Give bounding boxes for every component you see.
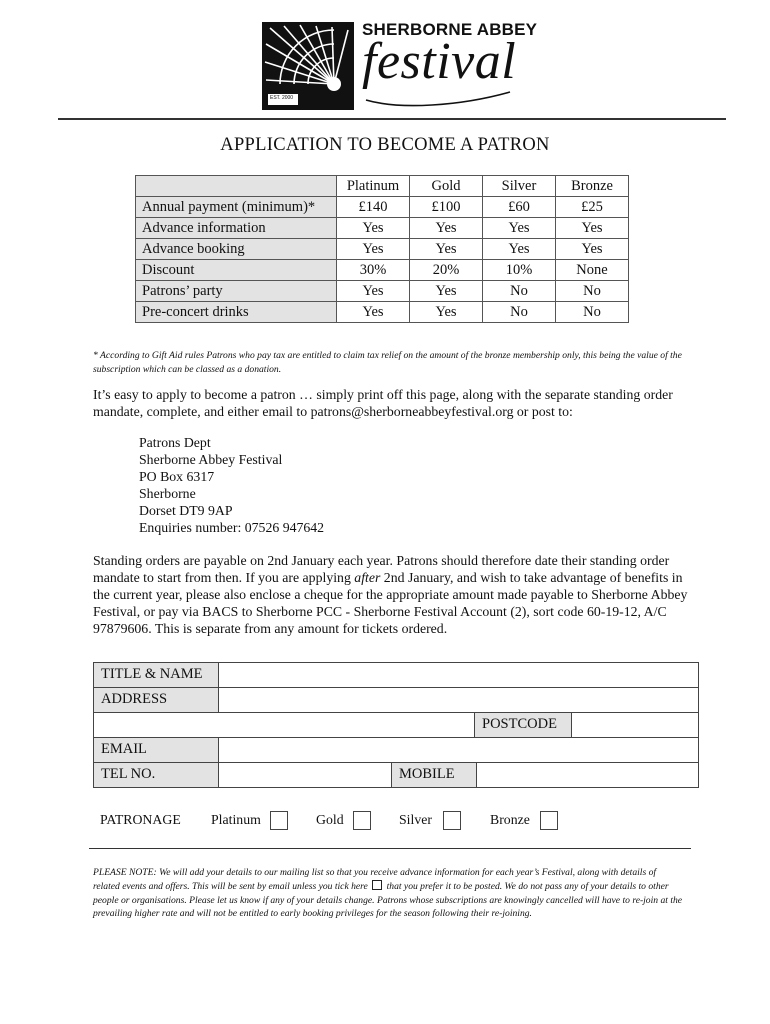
note-text: that you prefer it to be posted. We do not pass any of your details to other people or organisations. Please let us know if any of your details change. Patrons whose subscriptions are knowingly cancelled will have to re-join at the prevailing higher rate and will not be entitled to early booking privileges for the season following their re-joining. <box>93 880 683 920</box>
tier-header: Silver <box>483 176 556 197</box>
cell: No <box>483 281 556 302</box>
patronage-option-label: Gold <box>316 812 344 827</box>
row-label: Annual payment (minimum)* <box>136 197 337 218</box>
row-label: Patrons’ party <box>136 281 337 302</box>
postcode-field[interactable] <box>572 713 698 737</box>
table-row <box>136 260 629 281</box>
cell: £60 <box>483 197 556 218</box>
cell: No <box>483 302 556 323</box>
patronage-option-label: Bronze <box>490 812 530 827</box>
address-line: Sherborne <box>139 486 196 501</box>
logo-established: EST. 2000 <box>270 95 294 101</box>
table-row <box>136 197 629 218</box>
standing-orders-paragraph <box>93 552 693 637</box>
tier-header: Gold <box>410 176 483 197</box>
mobile-label: MOBILE <box>392 763 476 787</box>
cell: £25 <box>556 197 629 218</box>
logo-script: festival <box>362 33 517 90</box>
cell: 20% <box>410 260 483 281</box>
form-grid-line <box>94 712 698 713</box>
title-name-field[interactable] <box>219 663 698 687</box>
mobile-field[interactable] <box>477 763 698 787</box>
cell: Yes <box>483 218 556 239</box>
form-grid-line <box>218 663 219 712</box>
header-divider <box>58 118 726 120</box>
tier-header: Platinum <box>337 176 410 197</box>
postcode-label: POSTCODE <box>475 713 571 737</box>
patronage-option-label: Platinum <box>211 812 261 827</box>
cell: £100 <box>410 197 483 218</box>
table-row <box>136 302 629 323</box>
table-row <box>136 281 629 302</box>
address-line: PO Box 6317 <box>139 469 215 484</box>
logo-title: SHERBORNE ABBEY <box>362 20 538 39</box>
postal-address <box>139 434 324 536</box>
address-line: Dorset DT9 9AP <box>139 503 233 518</box>
cell: No <box>556 302 629 323</box>
address-field-line-2[interactable] <box>94 713 474 737</box>
form-grid-line <box>391 762 392 787</box>
address-line: Enquiries number: 07526 947642 <box>139 520 325 535</box>
tel-field[interactable] <box>219 763 391 787</box>
cell: No <box>556 281 629 302</box>
address-line: Patrons Dept <box>139 435 211 450</box>
table-corner <box>136 176 337 197</box>
patronage-label: PATRONAGE <box>100 812 181 827</box>
form-grid-line <box>94 762 698 763</box>
tel-label: TEL NO. <box>94 763 218 787</box>
cell: Yes <box>337 302 410 323</box>
cell: Yes <box>337 218 410 239</box>
post-preference-checkbox[interactable] <box>372 880 382 890</box>
form-grid-line <box>218 737 219 787</box>
cell: Yes <box>410 218 483 239</box>
bronze-checkbox[interactable] <box>540 811 558 830</box>
cell: Yes <box>410 302 483 323</box>
cell: Yes <box>337 281 410 302</box>
cell: None <box>556 260 629 281</box>
row-label: Discount <box>136 260 337 281</box>
row-label: Advance information <box>136 218 337 239</box>
logo-swash <box>360 86 520 108</box>
tier-header: Bronze <box>556 176 629 197</box>
standing-orders-text: Standing orders are payable on 2nd January each year. Patrons should therefore date their standing order mandate to start from then. If you are applying <box>93 553 670 585</box>
standing-orders-emphasis: after <box>354 570 381 585</box>
form-grid-line <box>571 712 572 737</box>
cell: Yes <box>556 239 629 260</box>
cell: 30% <box>337 260 410 281</box>
cell: Yes <box>337 239 410 260</box>
mailing-list-note <box>93 866 683 921</box>
cell: 10% <box>483 260 556 281</box>
table-row <box>136 218 629 239</box>
silver-checkbox[interactable] <box>443 811 461 830</box>
form-grid-line <box>476 762 477 787</box>
page-title: APPLICATION TO BECOME A PATRON <box>220 135 550 155</box>
intro-paragraph: It’s easy to apply to become a patron … simply print off this page, along with the separate standing order mandate, complete, and either email to patrons@sherborneabbeyfestival.org or post to: <box>93 387 673 419</box>
form-grid-line <box>474 712 475 737</box>
cell: Yes <box>556 218 629 239</box>
address-label: ADDRESS <box>94 688 218 712</box>
form-grid-line <box>94 687 698 688</box>
row-label: Pre-concert drinks <box>136 302 337 323</box>
patron-tiers-table <box>135 175 629 323</box>
address-line: Sherborne Abbey Festival <box>139 452 283 467</box>
cell: £140 <box>337 197 410 218</box>
email-label: EMAIL <box>94 738 218 762</box>
row-label: Advance booking <box>136 239 337 260</box>
application-form <box>93 662 699 788</box>
address-field-line-1[interactable] <box>219 688 698 712</box>
gift-aid-footnote: * According to Gift Aid rules Patrons who pay tax are entitled to claim tax relief on the amount of the bronze membership only, this being the value of the subscription which can be classed as a donation. <box>93 350 682 375</box>
email-field[interactable] <box>219 738 698 762</box>
table-header-row <box>136 176 629 197</box>
cell: Yes <box>410 281 483 302</box>
footer-divider <box>89 848 691 849</box>
standing-orders-text: 2nd January, and wish to take advantage of benefits in the current year, please also enclose a cheque for the appropriate amount made payable to Sherborne Abbey Festival, or pay via BACS to Sherborne PCC - Sherborne Festival Account (2), sort code 60-19-12, A/C 97879606. This is separate from any amount for tickets ordered. <box>93 570 688 636</box>
cell: Yes <box>483 239 556 260</box>
patronage-option-label: Silver <box>399 812 432 827</box>
cell: Yes <box>410 239 483 260</box>
title-name-label: TITLE & NAME <box>94 663 218 687</box>
table-row <box>136 239 629 260</box>
gold-checkbox[interactable] <box>353 811 371 830</box>
note-text: PLEASE NOTE: We will add your details to our mailing list so that you receive advance information for each year’s Festival, along with details of related events and offers. This will be sent by email unless you tick here <box>93 867 657 892</box>
form-grid-line <box>94 737 698 738</box>
platinum-checkbox[interactable] <box>270 811 288 830</box>
